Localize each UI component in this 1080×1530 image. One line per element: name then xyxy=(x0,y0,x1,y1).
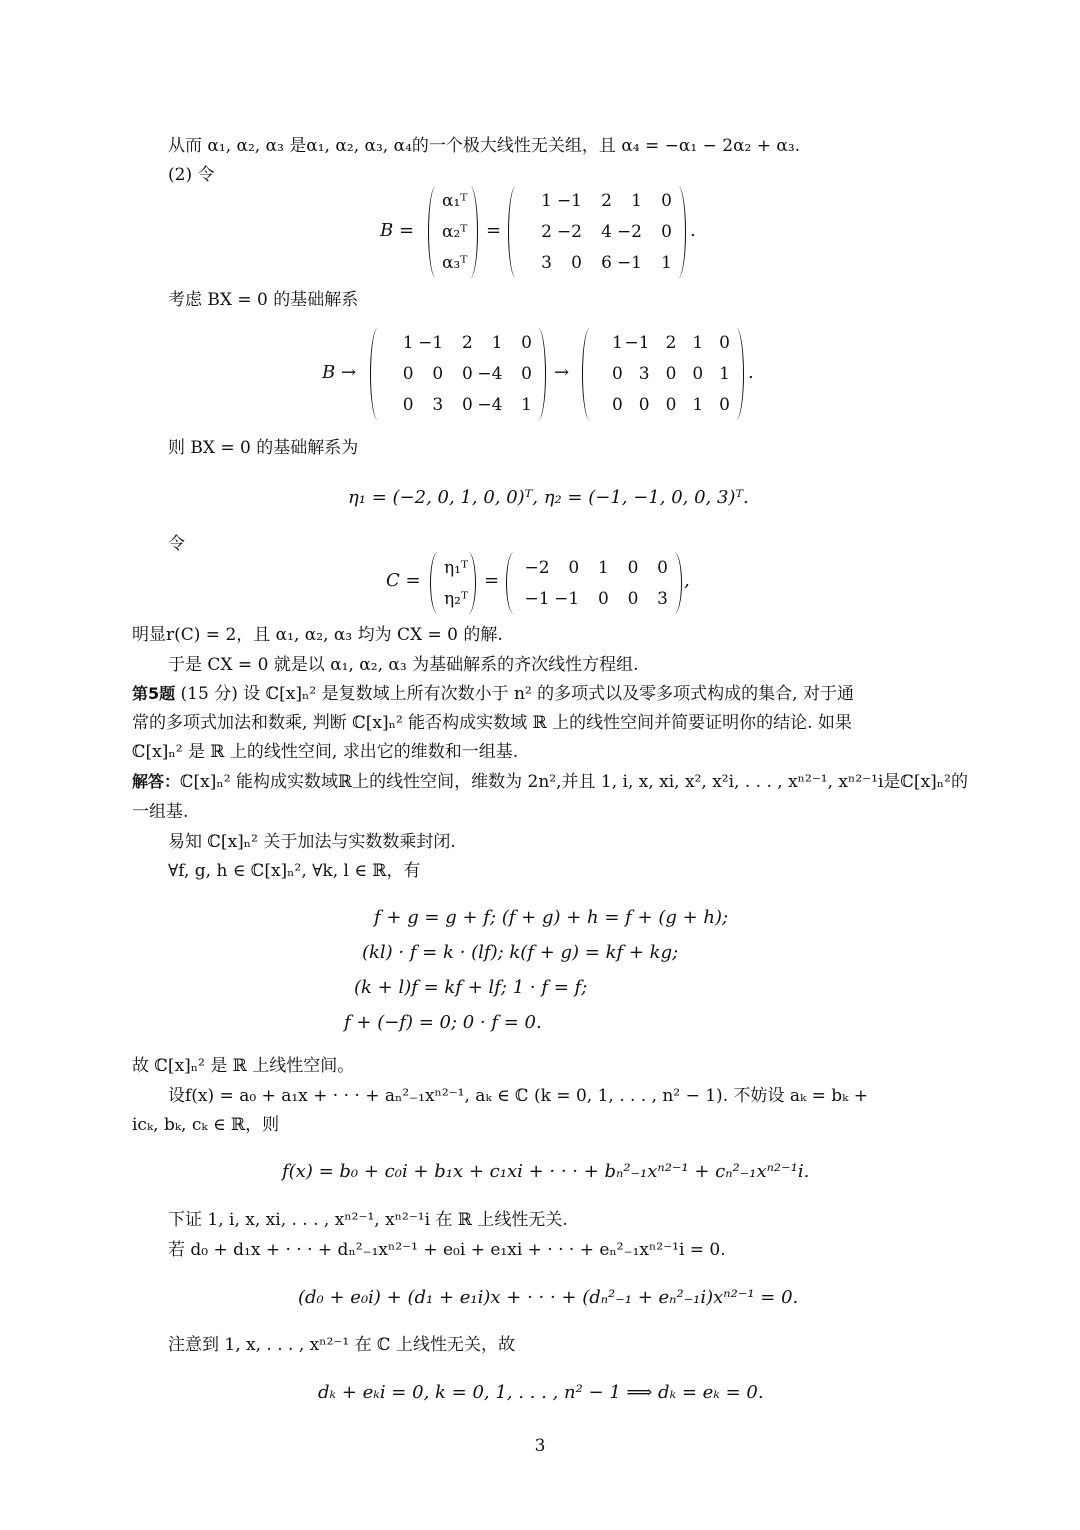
matrix-cell: 0 xyxy=(627,588,639,609)
matrix-cell: 0 xyxy=(432,363,444,384)
matrix-cell: −2 xyxy=(616,221,642,242)
matrix-cell: 0 xyxy=(521,363,532,384)
problem-5-text: (15 分) 设 ℂ[x]ₙ² 是复数域上所有次数小于 n² 的多项式以及零多项式构成的集合, 对于通 xyxy=(175,684,854,704)
answer-label: 解答： xyxy=(132,772,181,791)
matrix-grid xyxy=(384,328,532,420)
matrix-cell: −4 xyxy=(477,363,503,384)
matrix-eta-t xyxy=(430,552,476,614)
axiom-line: (kl) · f = k · (lf); k(f + g) = kf + kg; xyxy=(362,942,679,963)
text-line: 从而 α₁, α₂, α₃ 是α₁, α₂, α₃, α₄的一个极大线性无关组，且 α₄ = −α₁ − 2α₂ + α₃. xyxy=(168,136,801,156)
matrix-cell: 6 xyxy=(601,252,612,273)
matrix-grid xyxy=(522,186,672,278)
text-line: ∀f, g, h ∈ ℂ[x]ₙ², ∀k, l ∈ ℝ，有 xyxy=(168,861,421,881)
matrix-label: B → xyxy=(322,362,357,383)
matrix-cell: 0 xyxy=(692,363,704,384)
equation-eta: η₁ = (−2, 0, 1, 0, 0)ᵀ, η₂ = (−1, −1, 0, 0, 3)ᵀ. xyxy=(348,487,749,508)
matrix-cell: 1 xyxy=(631,191,642,212)
text-line: (2) 令 xyxy=(168,165,215,185)
matrix-cell: α₁ᵀ xyxy=(442,191,468,212)
matrix-cell: 0 xyxy=(461,394,473,415)
matrix-cell: −1 xyxy=(556,191,582,212)
period: . xyxy=(748,362,754,383)
matrix-cell: 1 xyxy=(692,394,704,415)
matrix-label: C = xyxy=(386,570,421,591)
equation-final: dₖ + eₖi = 0, k = 0, 1, . . . , n² − 1 ⟹ dₖ = eₖ = 0. xyxy=(318,1382,764,1403)
matrix-cell: 1 xyxy=(692,333,704,354)
matrix-cell: 0 xyxy=(571,252,582,273)
matrix-grid xyxy=(442,186,468,278)
arrow: → xyxy=(554,362,570,383)
matrix-cell: 1 xyxy=(402,333,414,354)
matrix-cell: −1 xyxy=(524,588,550,609)
answer-text: ℂ[x]ₙ² 能构成实数域ℝ上的线性空间，维数为 2n²,并且 1, i, x, xi, x², x²i, . . . , xⁿ²⁻¹, xⁿ²⁻¹i是ℂ[x]ₙ²的 xyxy=(180,772,968,792)
text-line: 故 ℂ[x]ₙ² 是 ℝ 上线性空间。 xyxy=(132,1056,355,1076)
problem-5-label: 第5题 xyxy=(132,684,176,703)
text-line: 明显r(C) = 2，且 α₁, α₂, α₃ 均为 CX = 0 的解. xyxy=(132,625,503,645)
matrix-cell: 2 xyxy=(461,333,473,354)
text-line: 常的多项式加法和数乘, 判断 ℂ[x]ₙ² 能否构成实数域 ℝ 上的线性空间并简要证明你的结论. 如果 xyxy=(132,713,852,733)
matrix-cell: 0 xyxy=(627,557,639,578)
matrix-cell: 0 xyxy=(611,394,623,415)
text-line: 则 BX = 0 的基础解系为 xyxy=(168,438,359,458)
matrix-cell: 0 xyxy=(665,363,677,384)
matrix-cell: 0 xyxy=(461,363,473,384)
matrix-cell: 1 xyxy=(611,333,623,354)
text-line: 令 xyxy=(168,534,185,554)
matrix-cell: 0 xyxy=(521,333,532,354)
matrix-grid xyxy=(520,552,668,614)
matrix-cell: −1 xyxy=(554,588,580,609)
matrix-cell: 1 xyxy=(521,394,532,415)
text-line: 设f(x) = a₀ + a₁x + · · · + aₙ²₋₁xⁿ²⁻¹, aₖ ∈ ℂ (k = 0, 1, . . . , n² − 1). 不妨设 aₖ = bₖ + xyxy=(168,1086,869,1106)
matrix-cell: 0 xyxy=(402,394,414,415)
matrix-C xyxy=(506,552,682,614)
text-line: ℂ[x]ₙ² 是 ℝ 上的线性空间, 求出它的维数和一组基. xyxy=(132,742,519,762)
matrix-grid xyxy=(596,328,730,420)
matrix-grid xyxy=(444,552,469,614)
text-line: 若 d₀ + d₁x + · · · + dₙ²₋₁xⁿ²⁻¹ + e₀i + e₁xi + · · · + eₙ²₋₁xⁿ²⁻¹i = 0. xyxy=(168,1240,726,1260)
matrix-cell: 1 xyxy=(541,191,552,212)
matrix-cell: 0 xyxy=(661,191,672,212)
matrix-alpha-t xyxy=(428,186,478,278)
matrix-cell: 0 xyxy=(719,333,730,354)
period: . xyxy=(690,220,696,241)
axiom-line: f + g = g + f; (f + g) + h = f + (g + h); xyxy=(374,907,729,928)
problem-5-line xyxy=(132,682,854,706)
matrix-cell: −1 xyxy=(418,333,444,354)
equals-sign: = xyxy=(486,220,502,241)
matrix-cell: 1 xyxy=(597,557,609,578)
matrix-B-reduced-1 xyxy=(370,328,546,420)
matrix-cell: −1 xyxy=(624,333,650,354)
comma: , xyxy=(684,570,690,591)
matrix-cell: 2 xyxy=(601,191,612,212)
text-line: 考虑 BX = 0 的基础解系 xyxy=(168,290,359,310)
matrix-cell: 0 xyxy=(402,363,414,384)
matrix-cell: 0 xyxy=(568,557,580,578)
equation-fx: f(x) = b₀ + c₀i + b₁x + c₁xi + · · · + bₙ²₋₁xⁿ²⁻¹ + cₙ²₋₁xⁿ²⁻¹i. xyxy=(282,1161,810,1182)
matrix-cell: α₂ᵀ xyxy=(442,221,468,242)
matrix-cell: 2 xyxy=(665,333,677,354)
matrix-cell: 3 xyxy=(657,588,668,609)
equals-sign: = xyxy=(484,570,500,591)
matrix-cell: −4 xyxy=(477,394,503,415)
text-line: 易知 ℂ[x]ₙ² 关于加法与实数数乘封闭. xyxy=(168,832,456,852)
axiom-line: (k + l)f = kf + lf; 1 · f = f; xyxy=(354,977,588,998)
matrix-cell: 0 xyxy=(638,394,650,415)
page-number: 3 xyxy=(534,1436,546,1456)
matrix-cell: 3 xyxy=(541,252,552,273)
answer-line xyxy=(132,770,968,794)
matrix-cell: −1 xyxy=(616,252,642,273)
matrix-cell: −2 xyxy=(556,221,582,242)
equation-d: (d₀ + e₀i) + (d₁ + e₁i)x + · · · + (dₙ²₋₁ + eₙ²₋₁i)xⁿ²⁻¹ = 0. xyxy=(298,1287,799,1308)
matrix-cell: 3 xyxy=(432,394,444,415)
matrix-cell: 0 xyxy=(657,557,668,578)
matrix-cell: 1 xyxy=(719,363,730,384)
matrix-cell: η₁ᵀ xyxy=(444,557,469,578)
text-line: 一组基. xyxy=(132,802,189,822)
matrix-B-reduced-2 xyxy=(582,328,744,420)
matrix-cell: 0 xyxy=(665,394,677,415)
matrix-cell: 1 xyxy=(491,333,503,354)
axiom-line: f + (−f) = 0; 0 · f = 0. xyxy=(344,1012,542,1033)
matrix-label: B = xyxy=(380,220,415,241)
matrix-cell: 3 xyxy=(638,363,650,384)
matrix-cell: 0 xyxy=(597,588,609,609)
matrix-cell: 0 xyxy=(611,363,623,384)
matrix-cell: α₃ᵀ xyxy=(442,252,468,273)
matrix-cell: 1 xyxy=(661,252,672,273)
text-line: 下证 1, i, x, xi, . . . , xⁿ²⁻¹, xⁿ²⁻¹i 在 ℝ 上线性无关. xyxy=(168,1210,568,1230)
matrix-cell: 0 xyxy=(719,394,730,415)
matrix-cell: 2 xyxy=(541,221,552,242)
matrix-cell: 0 xyxy=(661,221,672,242)
text-line: 于是 CX = 0 就是以 α₁, α₂, α₃ 为基础解系的齐次线性方程组. xyxy=(168,655,639,675)
text-line: icₖ, bₖ, cₖ ∈ ℝ，则 xyxy=(132,1115,280,1135)
text-line: 注意到 1, x, . . . , xⁿ²⁻¹ 在 ℂ 上线性无关，故 xyxy=(168,1335,515,1355)
matrix-cell: 4 xyxy=(601,221,612,242)
matrix-cell: η₂ᵀ xyxy=(444,588,469,609)
matrix-B xyxy=(508,186,686,278)
matrix-cell: −2 xyxy=(524,557,550,578)
